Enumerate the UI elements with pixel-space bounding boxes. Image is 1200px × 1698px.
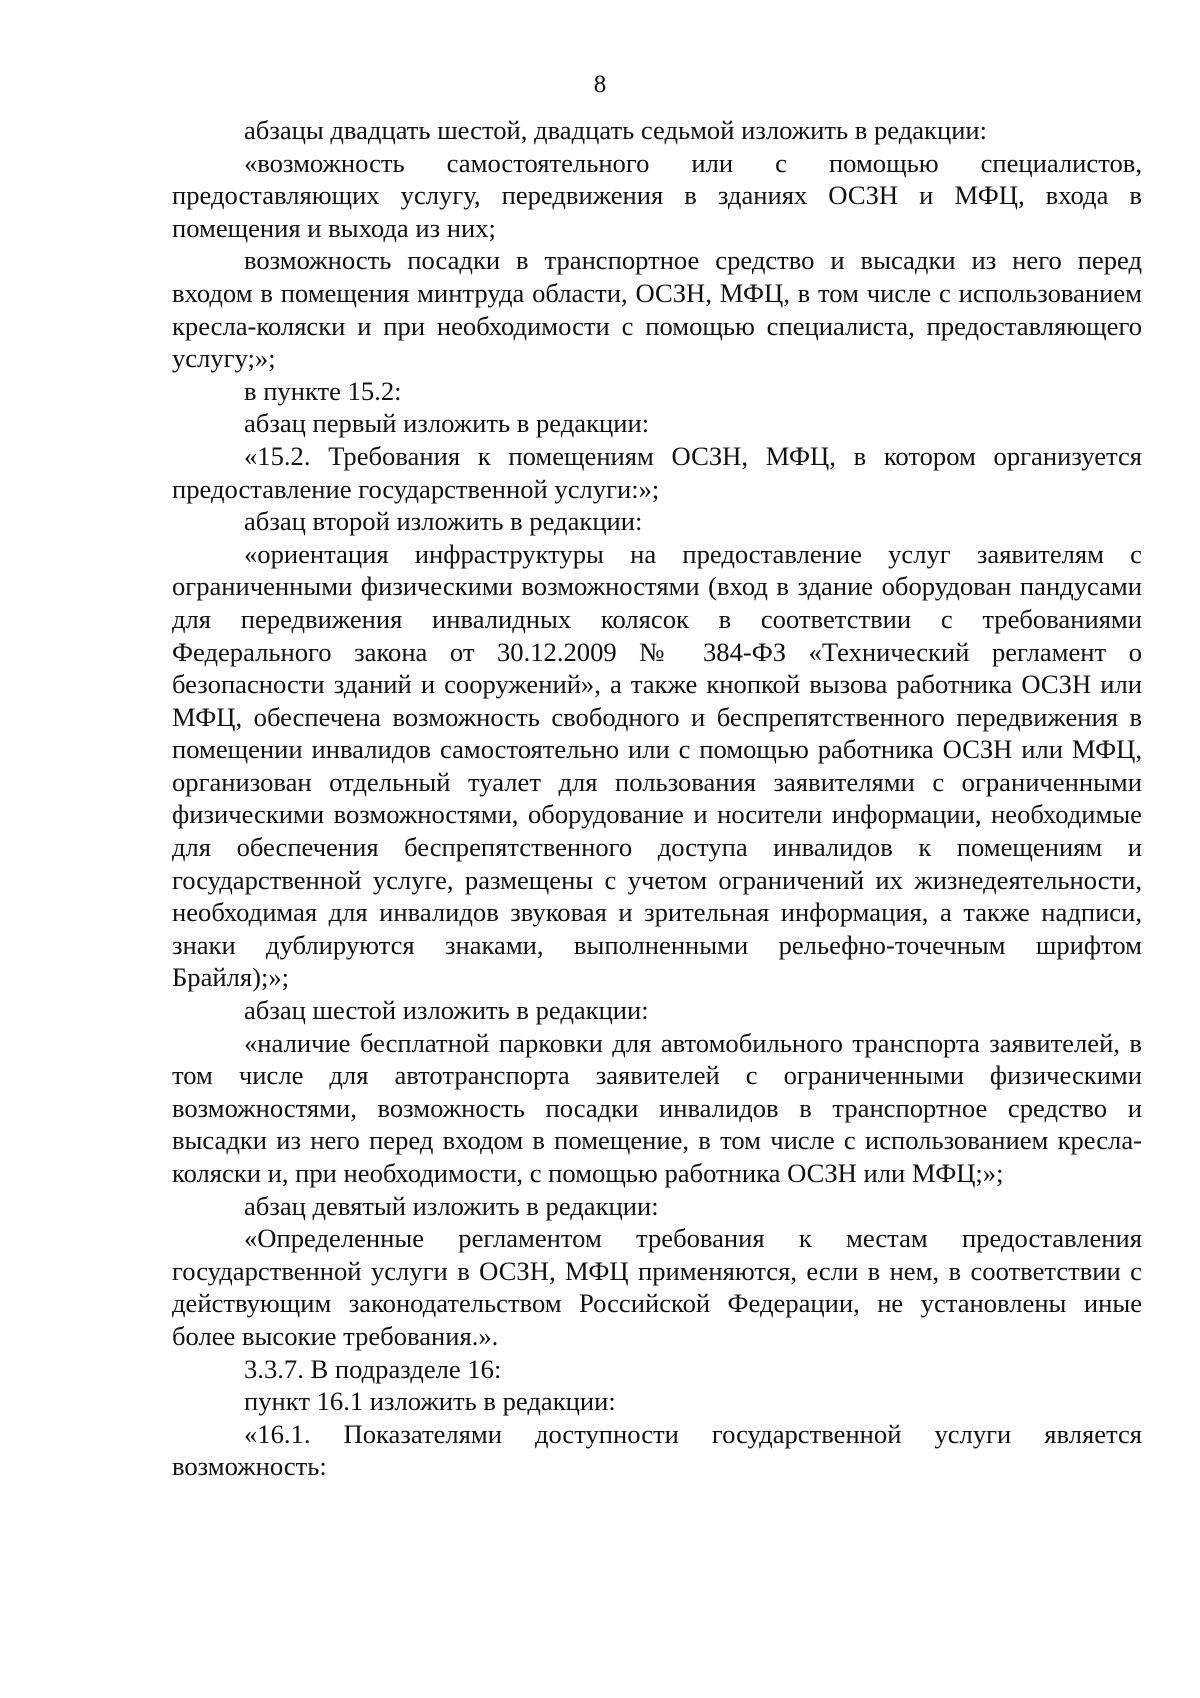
paragraph-5: абзац первый изложить в редакции:: [244, 408, 650, 439]
paragraph-4: в пункте 15.2:: [244, 375, 402, 406]
paragraph-9: абзац шестой изложить в редакции:: [244, 995, 649, 1026]
paragraph-11: абзац девятый изложить в редакции:: [244, 1190, 659, 1221]
paragraph-3: возможность посадки в транспортное средство и высадки из него перед входом в помещения минтруда области, ОСЗН, МФЦ, в том числе с использованием кресла-коляски и при необходимости с помощью специалиста, предоставляющего услугу;»;: [172, 245, 1142, 374]
paragraph-14: пункт 16.1 изложить в редакции:: [244, 1386, 616, 1417]
paragraph-7: абзац второй изложить в редакции:: [244, 506, 643, 537]
paragraph-1: абзацы двадцать шестой, двадцать седьмой изложить в редакции:: [244, 115, 988, 145]
paragraph-13: 3.3.7. В подразделе 16:: [244, 1353, 502, 1384]
page-number: 8: [593, 71, 607, 98]
document-body: [172, 114, 1142, 1483]
paragraph-6: «15.2. Требования к помещениям ОСЗН, МФЦ, в котором организуется предоставление государственной услуги:»;: [172, 440, 1142, 504]
paragraph-12: «Определенные регламентом требования к местам предоставления государственной услуги в ОСЗН, МФЦ применяются, если в нем, в соответствии с действующим законодательством Российской Федерации, не установлены иные более высокие требования.».: [172, 1223, 1142, 1351]
paragraph-15: «16.1. Показателями доступности государственной услуги является возможность:: [172, 1418, 1142, 1482]
paragraph-10: «наличие бесплатной парковки для автомобильного транспорта заявителей, в том числе для автотранспорта заявителей с ограниченными физическими возможностями, возможность посадки инвалидов в транспортное средство и высадки из него перед входом в помещение, в том числе с использованием кресла-коляски и, при необходимости, с помощью работника ОСЗН или МФЦ;»;: [172, 1027, 1142, 1188]
paragraph-8: «ориентация инфраструктуры на предоставление услуг заявителям с ограниченными физическими возможностями (вход в здание оборудован пандусами для передвижения инвалидных колясок в соответствии с требованиями Федерального закона от 30.12.2009 № 384-ФЗ «Технический регламент о безопасности зданий и сооружений», а также кнопкой вызова работника ОСЗН или МФЦ, обеспечена возможность свободного и беспрепятственного передвижения в помещении инвалидов самостоятельно или с помощью работника ОСЗН или МФЦ, организован отдельный туалет для пользования заявителями с ограниченными физическими возможностями, оборудование и носители информации, необходимые для обеспечения беспрепятственного доступа инвалидов к помещениям и государственной услуге, размещены с учетом ограничений их жизнедеятельности, необходимая для инвалидов звуковая и зрительная информация, а также надписи, знаки дублируются знаками, выполненными рельефно-точечным шрифтом Брайля);»;: [172, 538, 1142, 993]
paragraph-2: «возможность самостоятельного или с помощью специалистов, предоставляющих услугу, передвижения в зданиях ОСЗН и МФЦ, входа в помещения и выхода из них;: [172, 147, 1142, 243]
